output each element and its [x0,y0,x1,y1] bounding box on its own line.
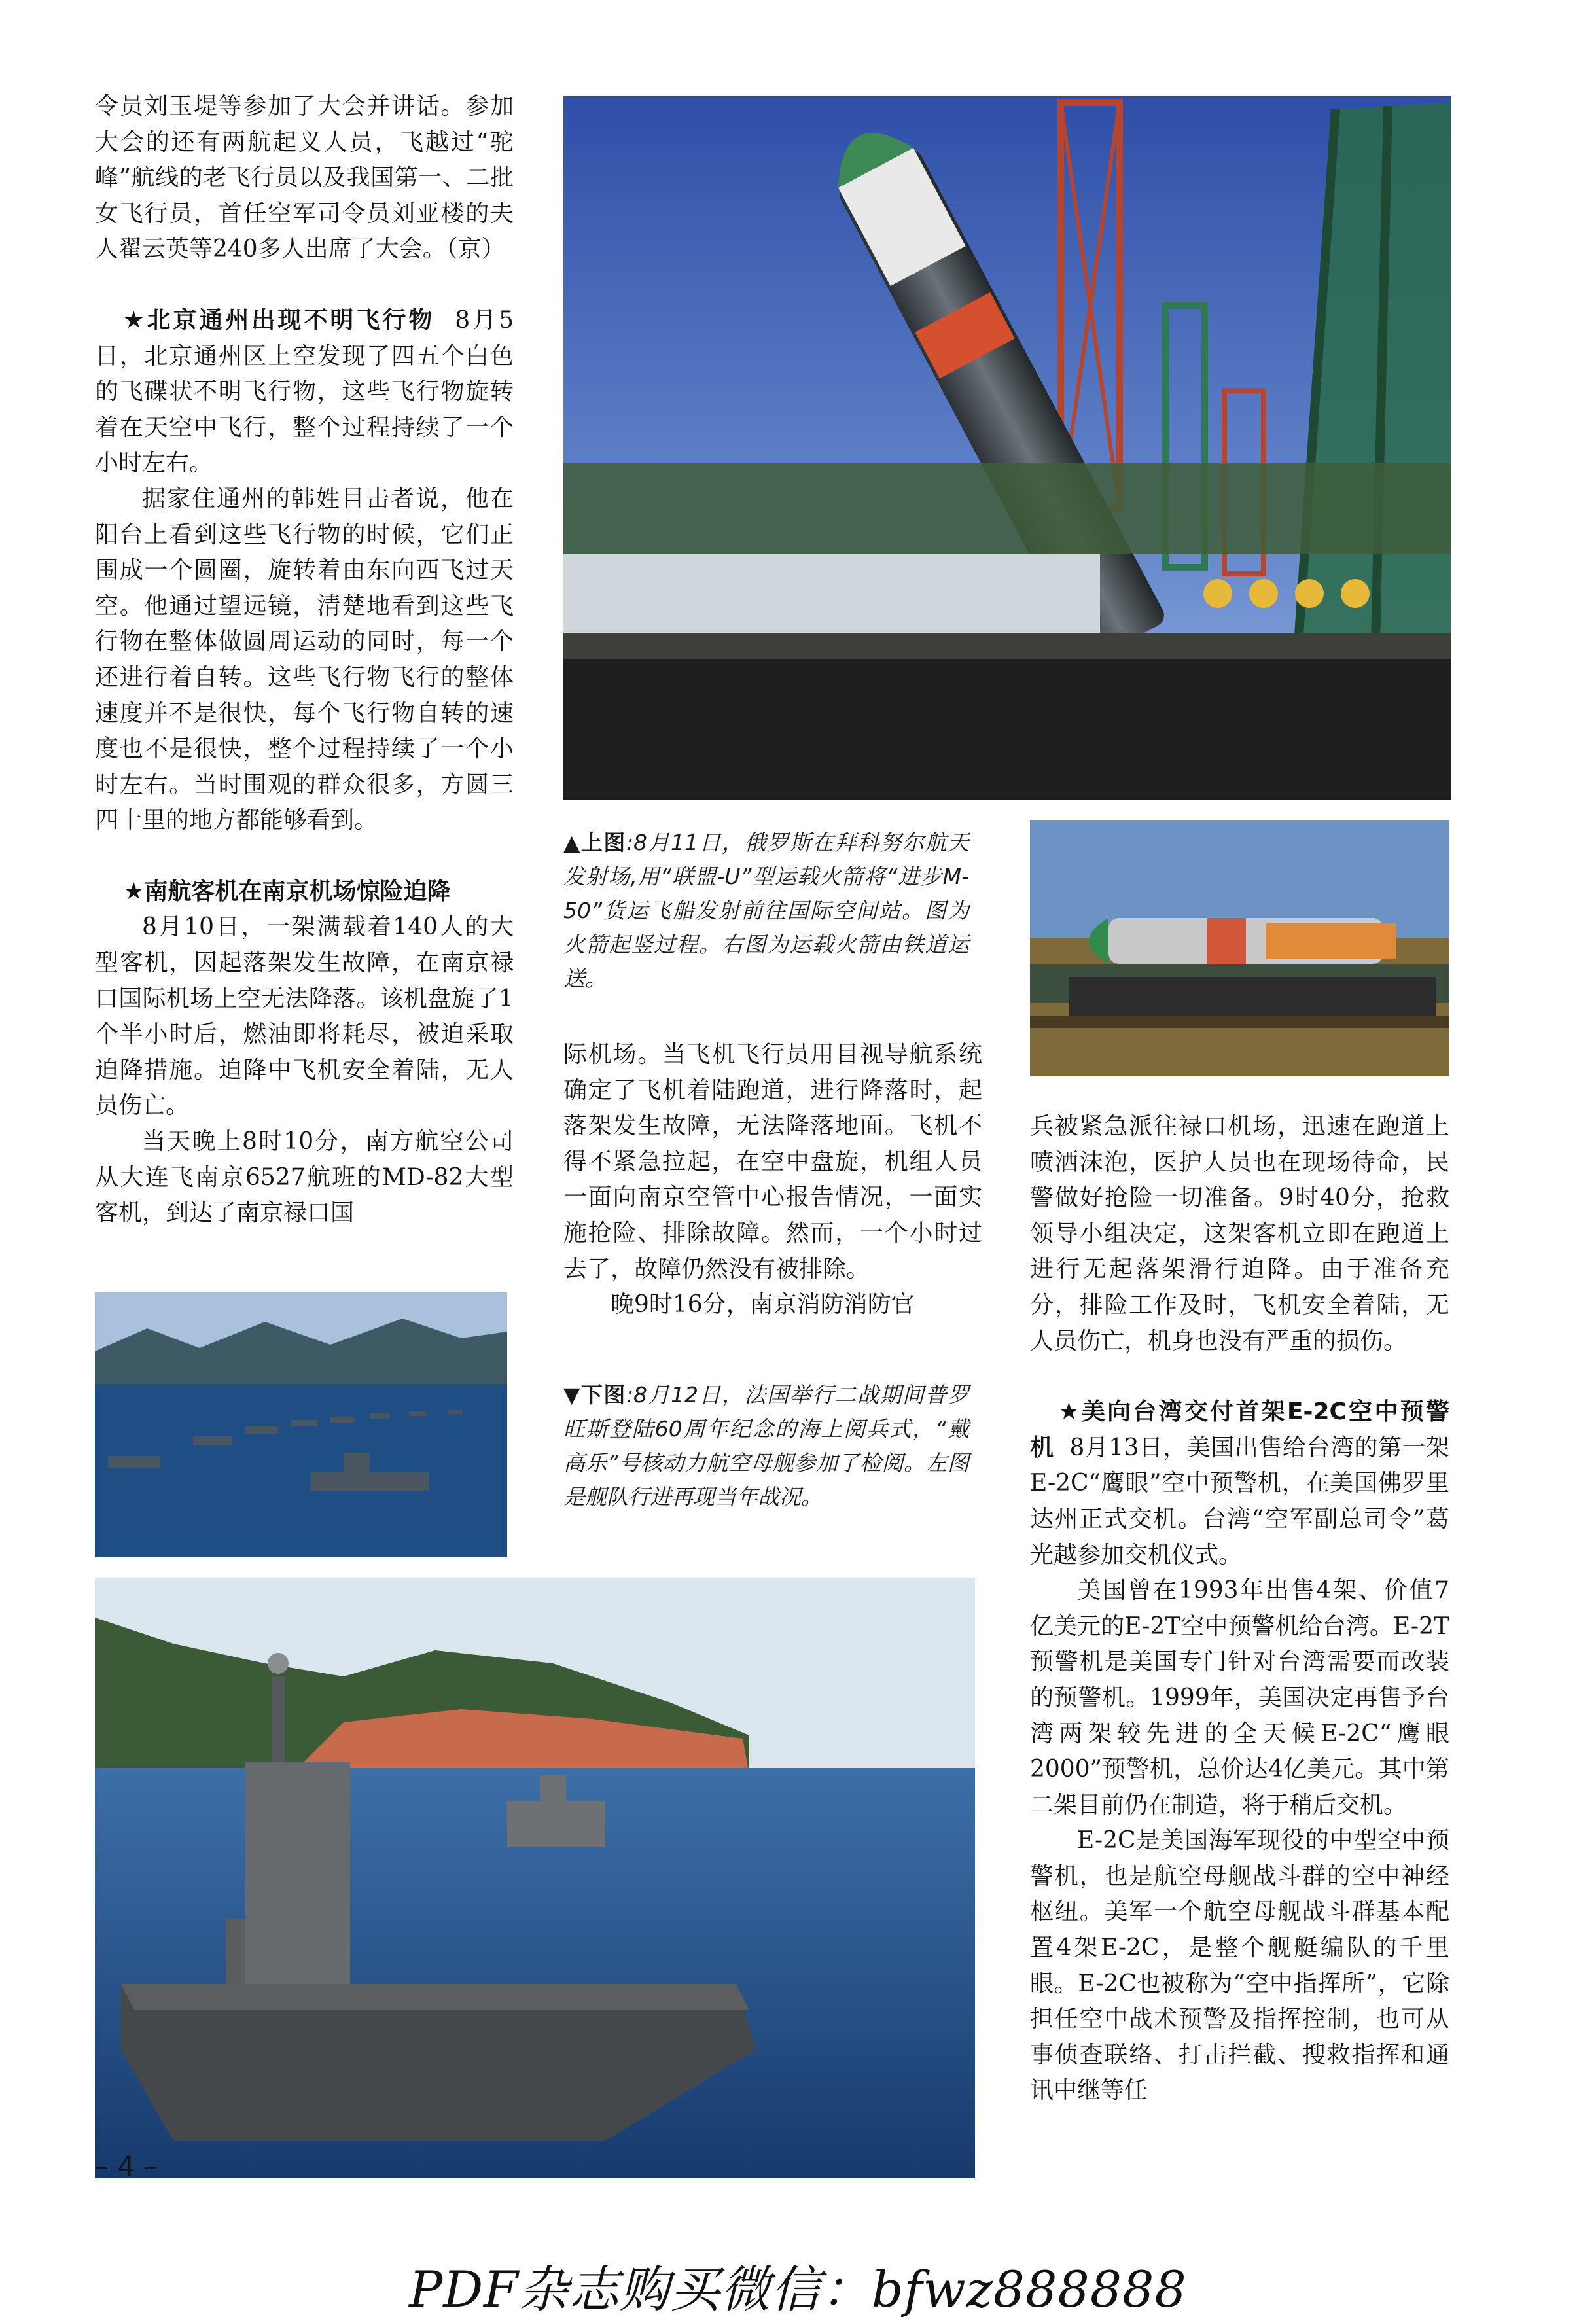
headline-ufo: ★北京通州出现不明飞行物 [123,306,435,334]
right-column [1030,1109,1449,2109]
aircraft-carrier-photo [95,1578,975,2178]
paragraph: 际机场。当飞机飞行员用目视导航系统确定了飞机着陆跑道，进行降落时，起落架发生故障，无法降落地面。飞机不得不紧急拉起，在空中盘旋，机组人员一面向南京空管中心报告情况，一面实施抢险、排除故障。然而，一个小时过去了，故障仍然没有被排除。 [563,1041,982,1283]
paragraph: 据家住通州的韩姓目击者说，他在阳台上看到这些飞行物的时候，它们正围成一个圆圈，旋转着由东向西飞过天空。他通过望远镜，清楚地看到这些飞行物在整体做圆周运动的同时，每一个还进行着自转。这些飞行物飞行的整体速度并不是很快，每个飞行物自转的速度也不是很快，整个过程持续了一个小时左右。当时围观的群众很多，方圆三四十里的地方都能够看到。 [95,485,514,834]
left-column [95,89,514,1231]
paragraph: 令员刘玉堤等参加了大会并讲话。参加大会的还有两航起义人员，飞越过“驼峰”航线的老飞行员以及我国第一、二批女飞行员，首任空军司令员刘亚楼的夫人翟云英等240多人出席了大会。（京） [95,93,514,263]
paragraph-lead: 8月5日，北京通州区上空发现了四五个白色的飞碟状不明飞行物，这些飞行物旋转着在天空中飞行，整个过程持续了一个小时左右。 [95,306,514,477]
paragraph: E-2C是美国海军现役的中型空中预警机，也是航空母舰战斗群的空中神经枢纽。美军一个航空母舰战斗群基本配置4架E-2C，是整个舰艇编队的千里眼。E-2C也被称为“空中指挥所”，它除担任空中战术预警及指挥控制，也可从事侦查联络、打击拦截、搜救指挥和通讯中继等任 [1030,1827,1449,2104]
rocket-rail-transport-photo [1030,820,1449,1076]
rocket-erection-photo [563,96,1451,800]
paragraph: 美国曾在1993年出售4架、价值7亿美元的E-2T空中预警机给台湾。E-2T预警机是美国专门针对台湾需要而改装的预警机。1999年，美国决定再售予台湾两架较先进的全天候E-2C“鹰眼2000”预警机，总价达4亿美元。其中第二架目前仍在制造，将于稍后交机。 [1030,1577,1449,1818]
paragraph: 8月10日，一架满载着140人的大型客机，因起落架发生故障，在南京禄口国际机场上空无法降落。该机盘旋了1个半小时后，燃油即将耗尽，被迫采取迫降措施。迫降中飞机安全着陆，无人员伤亡。 [95,913,514,1120]
caption-top [563,826,969,996]
page-number: – 4 – [95,2150,158,2182]
paragraph: 晚9时16分，南京消防消防官 [611,1291,915,1319]
paragraph: 当天晚上8时10分，南方航空公司从大连飞南京6527航班的MD-82大型客机，到达了南京禄口国 [95,1128,514,1227]
middle-column [563,1037,982,1323]
news-item-e2c [1030,1394,1449,1573]
watermark: PDF杂志购买微信：bfwz888888 [409,2260,1187,2318]
news-item-ufo [95,303,514,482]
caption-label: ▲上图 [563,830,626,855]
paragraph-lead: 8月13日，美国出售给台湾的第一架E-2C“鹰眼”空中预警机，在美国佛罗里达州正式交机。台湾“空军副总司令”葛光越参加交机仪式。 [1030,1434,1449,1568]
caption-text: :8月12日，法国举行二战期间普罗旺斯登陆60周年纪念的海上阅兵式，“戴高乐”号核动力航空母舰参加了检阅。左图是舰队行进再现当年战况。 [563,1382,969,1510]
caption-text: :8月11日，俄罗斯在拜科努尔航天发射场,用“联盟-U”型运载火箭将“进步M-50”货运飞船发射前往国际空间站。图为火箭起竖过程。右图为运载火箭由铁道运送。 [563,830,969,991]
fleet-parade-photo [95,1292,507,1557]
caption-bottom [563,1378,969,1514]
headline-emergency-landing: ★南航客机在南京机场惊险迫降 [123,877,451,905]
paragraph: 兵被紧急派往禄口机场，迅速在跑道上喷洒沫泡，医护人员也在现场待命，民警做好抢险一切准备。9时40分，抢救领导小组决定，这架客机立即在跑道上进行无起落架滑行迫降。由于准备充分，排险工作及时，飞机安全着陆，无人员伤亡，机身也没有严重的损伤。 [1030,1113,1449,1355]
headline-e2c: ★美向台湾交付首架E-2C空中预警机 [1030,1398,1449,1461]
caption-label: ▼下图 [563,1382,626,1408]
